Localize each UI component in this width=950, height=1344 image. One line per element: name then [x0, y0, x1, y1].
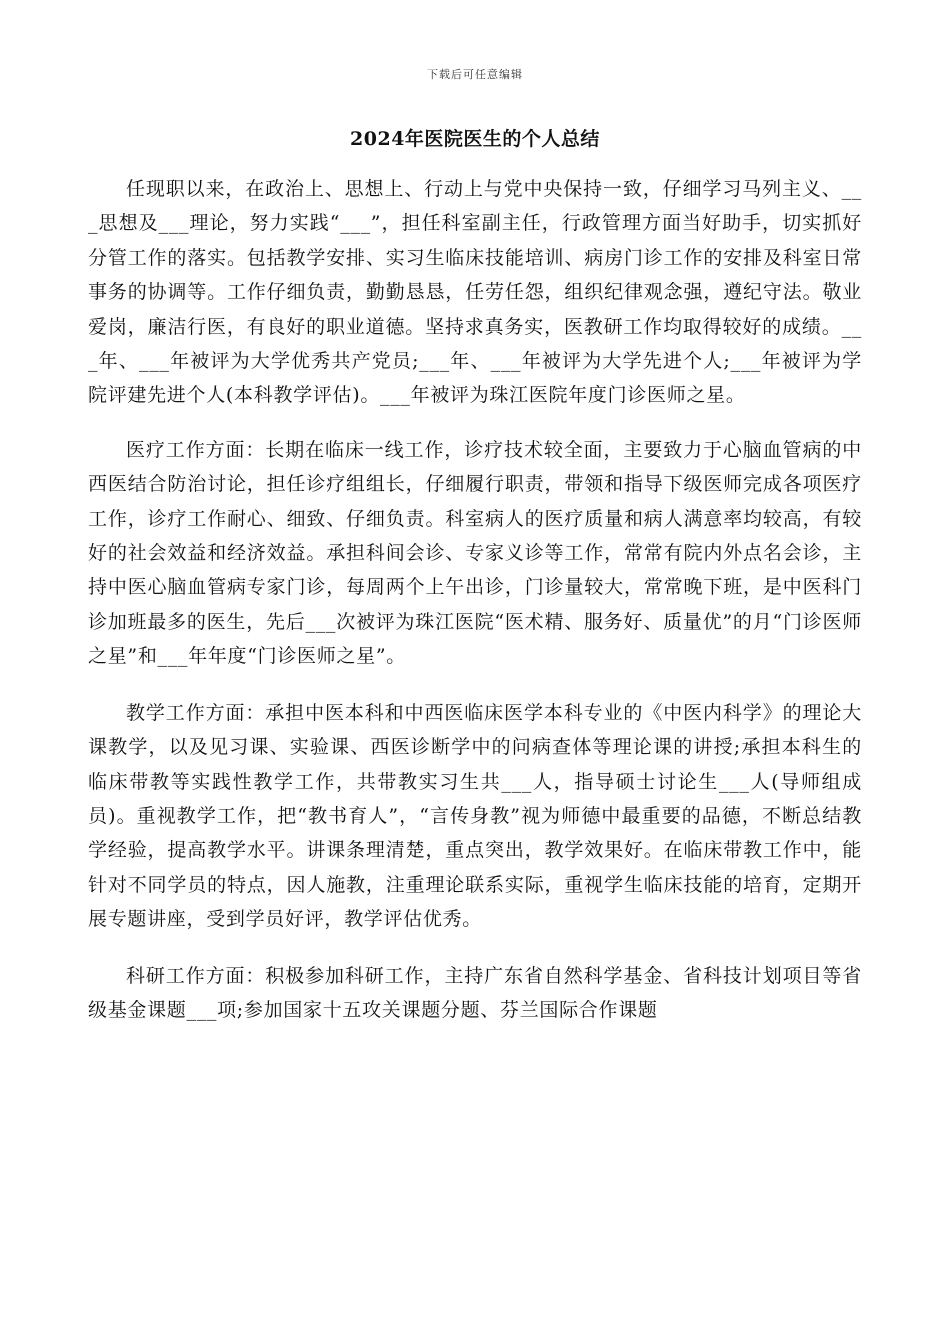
paragraph-intro: 任现职以来，在政治上、思想上、行动上与党中央保持一致，仔细学习马列主义、___思想及___理论，努力实践“___”，担任科室副主任，行政管理方面当好助手，切实抓好分管工作的落实。包括教学安排、实习生临床技能培训、病房门诊工作的安排及科室日常事务的协调等。工作仔细负责，勤勤恳恳，任劳任怨，组织纪律观念强，遵纪守法。敬业爱岗，廉洁行医，有良好的职业道德。坚持求真务实，医教研工作均取得较好的成绩。___年、___年被评为大学优秀共产党员;___年、___年被评为大学先进个人;___年被评为学院评建先进个人(本科教学评估)。___年被评为珠江医院年度门诊医师之星。 [88, 178, 862, 407]
paragraph-medical-work: 医疗工作方面：长期在临床一线工作，诊疗技术较全面，主要致力于心脑血管病的中西医结合防治讨论，担任诊疗组组长，仔细履行职责，带领和指导下级医师完成各项医疗工作，诊疗工作耐心、细致、仔细负责。科室病人的医疗质量和病人满意率均较高，有较好的社会效益和经济效益。承担科间会诊、专家义诊等工作，常常有院内外点名会诊，主持中医心脑血管病专家门诊，每周两个上午出诊，门诊量较大，常常晚下班，是中医科门诊加班最多的医生，先后___次被评为珠江医院“医术精、服务好、质量优”的月“门诊医师之星”和___年年度“门诊医师之星”。 [88, 438, 862, 668]
header-note: 下载后可任意编辑 [427, 68, 523, 81]
document-title: 2024年医院医生的个人总结 [350, 128, 600, 150]
paragraph-research-work: 科研工作方面：积极参加科研工作，主持广东省自然科学基金、省科技计划项目等省级基金课题___项;参加国家十五攻关课题分题、芬兰国际合作课题 [88, 964, 862, 1021]
paragraph-teaching-work: 教学工作方面：承担中医本科和中西医临床医学本科专业的《中医内科学》的理论大课教学，以及见习课、实验课、西医诊断学中的问病查体等理论课的讲授;承担本科生的临床带教等实践性教学工作，共带教实习生共___人，指导硕士讨论生___人(导师组成员)。重视教学工作，把“教书育人”，“言传身教”视为师德中最重要的品德，不断总结教学经验，提高教学水平。讲课条理清楚，重点突出，教学效果好。在临床带教工作中，能针对不同学员的特点，因人施教，注重理论联系实际，重视学生临床技能的培育，定期开展专题讲座，受到学员好评，教学评估优秀。 [88, 701, 862, 931]
document-body [88, 172, 862, 1049]
